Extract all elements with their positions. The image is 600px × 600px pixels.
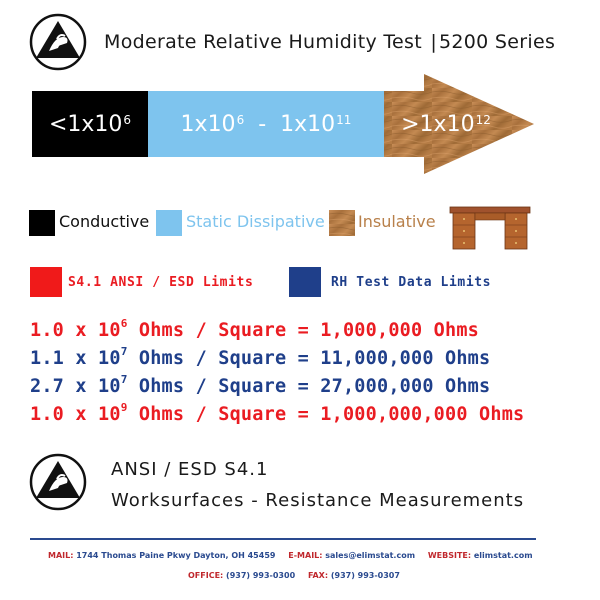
email-link[interactable]: sales@elimstat.com (325, 551, 416, 560)
resistance-scale-arrow (32, 74, 534, 174)
result-line-4 (30, 403, 524, 425)
ansi-limit-label: S4.1 ANSI / ESD Limits (68, 275, 254, 290)
insulative-range-label: >1x10 (401, 111, 475, 137)
result-line-1 (30, 319, 479, 341)
standard-subtitle: Worksurfaces - Resistance Measurements (111, 490, 525, 511)
footer-divider (30, 538, 536, 540)
rh-limit-swatch (289, 267, 321, 297)
result-value: Ohms / Square = 1,000,000,000 Ohms (127, 404, 525, 426)
esd-warning-triangle-icon (29, 453, 87, 511)
dissipative-range-a-exp: 6 (236, 113, 245, 127)
footer-contact-line (48, 551, 533, 560)
insulative-range-exp: 12 (475, 113, 491, 127)
dissipative-range-sep: - (258, 111, 267, 137)
office-label: OFFICE: (188, 571, 224, 580)
result-coef: 1.0 x 10 (30, 404, 121, 426)
dissipative-range-b: 1x10 (280, 111, 336, 137)
conductive-range-exp: 6 (123, 113, 132, 127)
conductive-range (32, 91, 148, 157)
esd-warning-triangle-icon (29, 13, 87, 71)
conductive-range-label: <1x10 (48, 111, 123, 137)
result-value: Ohms / Square = 27,000,000 Ohms (127, 376, 491, 398)
result-line-3 (30, 375, 490, 397)
insulative-swatch (329, 210, 355, 236)
insulative-legend-label: Insulative (358, 212, 436, 231)
email-label: E-MAIL: (288, 551, 323, 560)
desk-icon (449, 205, 531, 255)
result-coef: 1.0 x 10 (30, 320, 121, 342)
title-separator: | (430, 31, 438, 53)
footer-phone-line (188, 571, 400, 580)
rh-limit-label: RH Test Data Limits (331, 275, 492, 290)
dissipative-swatch (156, 210, 182, 236)
result-coef: 2.7 x 10 (30, 376, 121, 398)
result-exp: 7 (120, 345, 128, 358)
dissipative-range-a: 1x10 (180, 111, 236, 137)
conductive-swatch (29, 210, 55, 236)
ansi-limit-swatch (30, 267, 62, 297)
result-exp: 6 (120, 317, 128, 330)
fax-number: (937) 993-0307 (330, 571, 400, 580)
standard-title: ANSI / ESD S4.1 (111, 459, 269, 480)
result-exp: 7 (120, 373, 128, 386)
website-link[interactable]: elimstat.com (473, 551, 533, 560)
fax-label: FAX: (307, 571, 329, 580)
result-value: Ohms / Square = 11,000,000 Ohms (127, 348, 491, 370)
mail-label: MAIL: (48, 551, 74, 560)
result-line-2 (30, 347, 490, 369)
dissipative-range (148, 91, 384, 157)
page-title (104, 31, 555, 53)
website-label: WEBSITE: (427, 551, 472, 560)
conductive-legend-label: Conductive (59, 212, 150, 231)
result-coef: 1.1 x 10 (30, 348, 121, 370)
insulative-range (390, 91, 502, 157)
dissipative-legend-label: Static Dissipative (186, 212, 325, 231)
title-text: Moderate Relative Humidity Test (104, 31, 422, 53)
result-exp: 9 (120, 401, 128, 414)
result-value: Ohms / Square = 1,000,000 Ohms (127, 320, 480, 342)
series-text: 5200 Series (439, 31, 556, 53)
office-phone: (937) 993-0300 (226, 571, 296, 580)
mail-address: 1744 Thomas Paine Pkwy Dayton, OH 45459 (76, 551, 276, 560)
dissipative-range-b-exp: 11 (336, 113, 352, 127)
